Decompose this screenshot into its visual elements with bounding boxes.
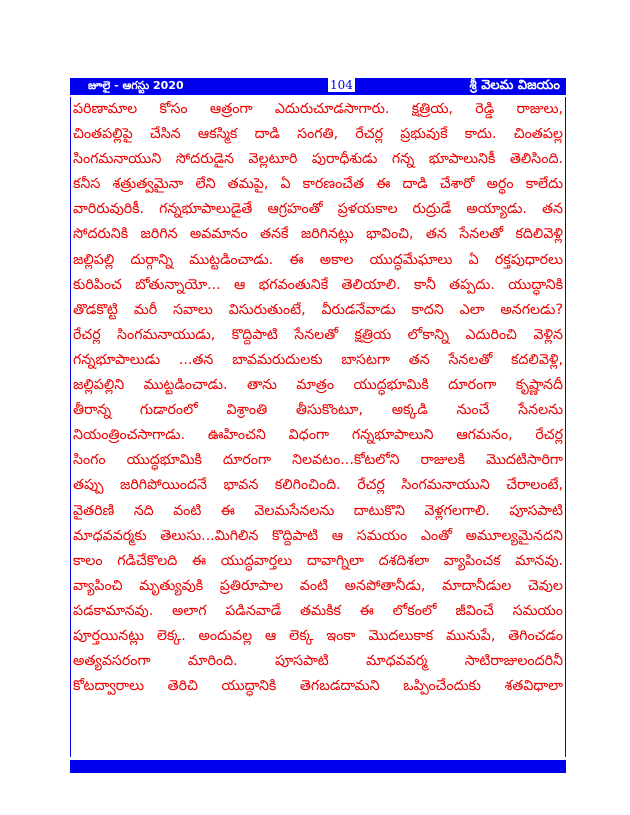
text-line: వారిరువురికీ. గన్నభూపాలుడైతే ఆగ్రహంతో ప్రళయకాల రుద్రుడే అయ్యాడు. తన [73, 201, 563, 218]
text-line: సింగం యుద్ధభూమికి దూరంగా నిలవటం...కోటలోని రాజులకి మొదటిసారిగా [73, 452, 563, 469]
text-line: చింతపల్లిపై చేసిన ఆకస్మిక దాడి సంగతి, రేచర్ల ప్రభువుకే కాదు. చింతపల్ల [73, 126, 563, 143]
text-line: కురిపించ బోతున్నాయో... ఆ భగవంతునికే తెలియాలి. కానీ తప్పదు. యుద్ధానికి [73, 276, 563, 293]
text-line: వైతరిణి నది వంటి ఈ వెలమసేనలను దాటుకొని వెళ్లగలగాలి. పూసపాటి [73, 502, 563, 519]
text-line: జల్లిపల్లిని ముట్టడించాడు. తాను మాత్రం యుద్ధభూమికి దూరంగా కృష్ణానదీ [73, 377, 563, 394]
text-line: సింగమనాయుని సోదరుడైన వెల్లటూరి పురాధీశుడు గన్న భూపాలునికీ తెలిసింది. [73, 151, 563, 168]
text-line: అత్యవసరంగా మారింది. పూసపాటి మాధవవర్మ సాటిరాజులందరినీ [73, 653, 563, 670]
page-number: 104 [330, 78, 353, 92]
text-line: కాలం గడిచేకొలది ఈ యుద్ధవార్తలు దావాగ్నిలా దశదిశలా వ్యాపించక మానవు. [73, 552, 563, 569]
text-line: సోదరునికి జరిగిన అవమానం తనకే జరిగినట్లు భావించి, తన సేనలతో కదిలివెళ్లి [73, 226, 563, 243]
text-line: జల్లిపల్లి దుర్గాన్ని ముట్టడించాడు. ఈ అకాల యుద్ధమేఘాలు ఏ రక్తపుధారలు [73, 251, 563, 268]
text-line: తప్పు జరిగిపోయిందనే భావన కలిగించింది. రేచర్ల సింగమనాయుని చేరాలంటే, [73, 477, 563, 494]
text-line: కోటద్వారాలు తెరిచి యుద్ధానికి తెగబడదామని ఒప్పించేందుకు శతవిధాలా [73, 678, 563, 695]
text-line: తొడకొట్టి మరీ సవాలు విసురుతుంటే, వీరుడనేవాడు కాదని ఎలా అనగలడు? [73, 301, 563, 318]
article-body [70, 97, 566, 757]
text-line: కనీస శత్రుత్వమైనా లేని తమపై, ఏ కారణంచేత ఈ దాడి చేశారో అర్థం కాలేదు [73, 176, 563, 193]
text-line: నియంత్రించసాగాడు. ఊహించని విధంగా గన్నభూపాలుని ఆగమనం, రేచర్ల [73, 427, 563, 444]
text-line: మాధవవర్మకు తెలుసు...మిగిలిన కొద్దిపాటి ఆ సమయం ఎంతో అమూల్యమైనదని [73, 527, 563, 544]
text-line: తీరాన్న గుడారంలో విశ్రాంతి తీసుకొంటూ, అక్కడి నుంచే సేనలను [73, 402, 563, 419]
magazine-title: శ్రీ వెలమ విజయం [469, 78, 560, 93]
page-header [70, 78, 566, 95]
text-line: రేచర్ల సింగమనాయుడు, కొద్దిపాటి సేనలతో క్షత్రియ లోకాన్ని ఎదురించి వెళ్లిన [73, 326, 563, 343]
footer-bar [70, 760, 566, 773]
text-line: పరిణామాల కోసం ఆత్రంగా ఎదురుచూడసాగారు. క్షత్రియ, రెడ్డి రాజులు, [73, 101, 563, 117]
issue-date: జూలై - ఆగస్టు 2020 [88, 79, 184, 92]
text-line: గన్నభూపాలుడు ...తన బావమరుదులకు బాసటగా తన సేనలతో కదలివెళ్లి, [73, 351, 563, 368]
text-line: పూర్తయినట్లు లెక్క. అందువల్ల ఆ లెక్క ఇంకా మొదలుకాక మునుపే, తెగించడం [73, 627, 563, 644]
text-line: పడకామానవు. అలాగ పడినవాడే తమకిక ఈ లోకంలో జీవించే సమయం [73, 602, 563, 619]
text-line: వ్యాపించి మృత్యువుకి ప్రతిరూపాల వంటి అనపోతానీడు, మాదానీడుల చెవుల [73, 577, 563, 594]
